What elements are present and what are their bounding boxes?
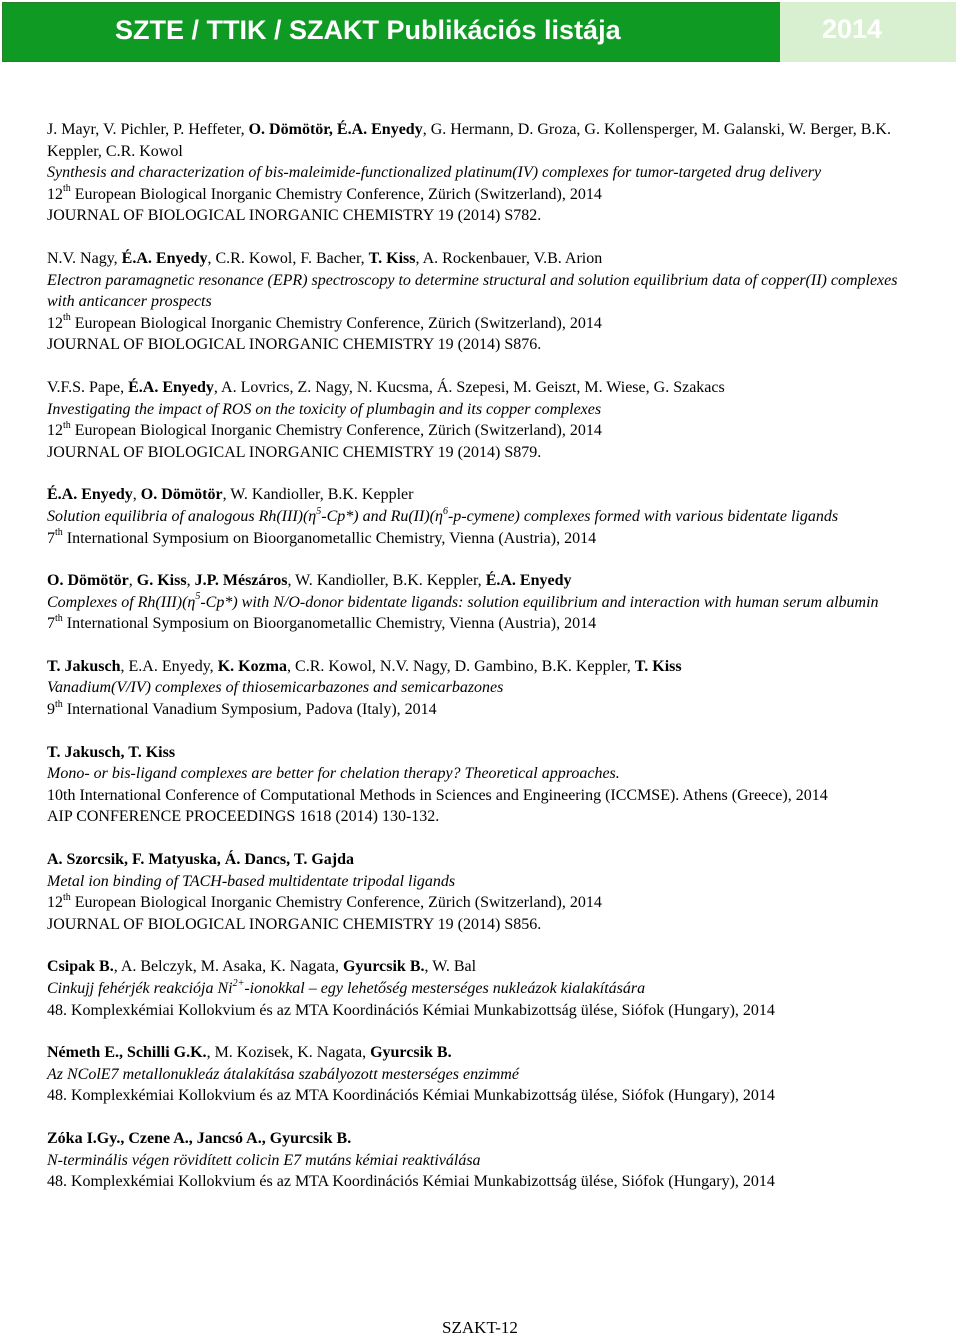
conference-ordinal: th	[63, 312, 71, 324]
author-text: N.V. Nagy,	[47, 249, 122, 267]
conference-number: 12	[47, 185, 63, 203]
conference-number: 7	[47, 529, 55, 547]
conference-number: 12	[47, 894, 63, 912]
conference-ordinal: th	[63, 419, 71, 431]
author-text: , C.R. Kowol, F. Bacher,	[207, 249, 369, 267]
publication-title: Investigating the impact of ROS on the toxicity of plumbagin and its copper complexes	[47, 400, 602, 418]
page-title: SZTE / TTIK / SZAKT Publikációs listája	[115, 15, 621, 45]
publication-journal: JOURNAL OF BIOLOGICAL INORGANIC CHEMISTRY 19 (2014) S876.	[47, 336, 542, 354]
conference-ordinal: th	[55, 612, 63, 624]
author-highlighted: É.A. Enyedy	[47, 486, 133, 504]
publication-conference	[47, 184, 917, 206]
title-superscript: 5	[316, 505, 322, 517]
publication-conference	[47, 699, 917, 721]
publication-entry	[47, 849, 917, 935]
publication-authors	[47, 570, 917, 592]
publication-entry	[47, 484, 917, 549]
title-superscript: 2+	[232, 977, 245, 989]
publication-authors	[47, 849, 917, 871]
conference-text: 48. Komplexkémiai Kollokvium és az MTA Koordinációs Kémiai Munkabizottság ülése, Siófok (Hungary), 2014	[47, 1087, 775, 1105]
conference-text: 48. Komplexkémiai Kollokvium és az MTA Koordinációs Kémiai Munkabizottság ülése, Siófok (Hungary), 2014	[47, 1173, 775, 1191]
publication-title: Synthesis and characterization of bis-maleimide-functionalized platinum(IV) complexes for tumor-targeted drug delivery	[47, 164, 822, 182]
author-text: , W. Kandioller, B.K. Keppler	[222, 486, 414, 504]
publication-authors	[47, 119, 917, 162]
publication-title	[47, 506, 917, 528]
author-highlighted: Németh E., Schilli G.K.	[47, 1044, 207, 1062]
author-text: , G. Hermann, D. Groza, G. Kollensperger, M. Galanski, W. Berger, B.K. Keppler, C.R. Kowol	[47, 121, 891, 160]
publication-authors	[47, 1042, 917, 1064]
publication-authors	[47, 742, 917, 764]
author-text: , M. Kozisek, K. Nagata,	[206, 1044, 371, 1062]
publication-authors	[47, 656, 917, 678]
conference-ordinal: th	[63, 891, 71, 903]
publication-entry	[47, 1042, 917, 1107]
publication-conference	[47, 420, 917, 442]
conference-text: International Vanadium Symposium, Padova (Italy), 2014	[62, 701, 437, 719]
author-text: ,	[186, 572, 195, 590]
title-text: -ionokkal – egy lehetőség mesterséges nukleázok kialakítására	[244, 980, 646, 997]
publication-title: Metal ion binding of TACH-based multidentate tripodal ligands	[47, 872, 456, 890]
author-text: , W. Kandioller, B.K. Keppler,	[287, 572, 486, 590]
title-text: -p-cymene) complexes formed with various bidentate ligands	[447, 507, 839, 525]
publication-journal: JOURNAL OF BIOLOGICAL INORGANIC CHEMISTRY 19 (2014) S856.	[47, 915, 542, 933]
title-text: Cinkujj fehérjék reakciója Ni	[47, 980, 233, 997]
conference-number: 12	[47, 314, 63, 332]
conference-text: European Biological Inorganic Chemistry Conference, Zürich (Switzerland), 2014	[70, 314, 602, 332]
publication-entry	[47, 742, 917, 828]
publication-entry	[47, 248, 917, 356]
author-highlighted: T. Jakusch, T. Kiss	[47, 743, 176, 761]
conference-text: International Symposium on Bioorganometallic Chemistry, Vienna (Austria), 2014	[62, 529, 597, 547]
publication-title: Mono- or bis-ligand complexes are better for chelation therapy? Theoretical approaches.	[47, 765, 620, 783]
publication-title: Electron paramagnetic resonance (EPR) spectroscopy to determine structural and solution equilibrium data of copper(II) complexes with anticancer prospects	[47, 271, 898, 311]
publication-conference	[47, 313, 917, 335]
page-footer: SZAKT-12	[442, 1318, 518, 1337]
author-highlighted: T. Kiss	[634, 657, 682, 675]
publication-conference	[47, 1000, 917, 1022]
conference-text: European Biological Inorganic Chemistry Conference, Zürich (Switzerland), 2014	[70, 185, 602, 203]
author-highlighted: O. Dömötör	[47, 572, 129, 590]
conference-number: 12	[47, 422, 63, 440]
author-highlighted: G. Kiss	[136, 572, 187, 590]
author-highlighted: Gyurcsik B.	[342, 958, 425, 976]
conference-text: European Biological Inorganic Chemistry Conference, Zürich (Switzerland), 2014	[70, 422, 602, 440]
author-text: , A. Rockenbauer, V.B. Arion	[415, 249, 603, 267]
publication-conference	[47, 892, 917, 914]
author-highlighted: É.A. Enyedy	[485, 572, 572, 590]
title-superscript: 6	[442, 505, 448, 517]
author-highlighted: Zóka I.Gy., Czene A., Jancsó A., Gyurcsik B.	[47, 1129, 352, 1147]
conference-ordinal: th	[55, 698, 63, 710]
publication-title: Vanadium(V/IV) complexes of thiosemicarbazones and semicarbazones	[47, 679, 504, 697]
publication-authors	[47, 484, 917, 506]
author-highlighted: K. Kozma	[217, 657, 288, 675]
header-year-box	[780, 2, 956, 62]
conference-text: European Biological Inorganic Chemistry Conference, Zürich (Switzerland), 2014	[70, 894, 602, 912]
author-highlighted: Gyurcsik B.	[370, 1044, 452, 1062]
conference-number: 7	[47, 615, 55, 633]
publication-title	[47, 978, 917, 1000]
publication-title: Az NColE7 metallonukleáz átalakítása szabályozott mesterséges enzimmé	[47, 1065, 519, 1083]
author-text: J. Mayr, V. Pichler, P. Heffeter,	[47, 121, 249, 138]
author-highlighted: T. Kiss	[368, 249, 416, 267]
title-text: Solution equilibria of analogous Rh(III)(η	[47, 507, 317, 525]
publication-authors	[47, 248, 917, 270]
publication-title	[47, 592, 917, 614]
author-text: ,	[128, 572, 137, 590]
author-highlighted: T. Jakusch	[47, 657, 121, 675]
author-text: , E.A. Enyedy,	[120, 657, 218, 675]
publication-entry	[47, 656, 917, 721]
publication-list	[47, 119, 917, 1214]
publication-title: N-terminális végen rövidített colicin E7 mutáns kémiai reaktiválása	[47, 1151, 481, 1169]
header-banner	[0, 0, 960, 66]
author-highlighted: A. Szorcsik, F. Matyuska, Á. Dancs, T. Gajda	[47, 851, 354, 869]
title-text: -Cp*) and Ru(II)(η	[321, 507, 443, 525]
title-text: Complexes of Rh(III)(η	[47, 593, 196, 611]
publication-authors	[47, 1128, 917, 1150]
author-highlighted: O. Dömötör	[140, 486, 223, 504]
publication-journal: JOURNAL OF BIOLOGICAL INORGANIC CHEMISTRY 19 (2014) S879.	[47, 443, 542, 461]
conference-text: 10th International Conference of Computational Methods in Sciences and Engineering (ICCMSE). Athens (Greece), 2014	[47, 786, 828, 804]
publication-journal: JOURNAL OF BIOLOGICAL INORGANIC CHEMISTRY 19 (2014) S782.	[47, 207, 542, 225]
publication-entry	[47, 570, 917, 635]
author-highlighted: É.A. Enyedy	[121, 249, 208, 267]
author-text: , C.R. Kowol, N.V. Nagy, D. Gambino, B.K. Keppler,	[287, 657, 635, 675]
publication-authors	[47, 956, 917, 978]
publication-conference	[47, 1171, 917, 1193]
author-highlighted: O. Dömötör, É.A. Enyedy	[248, 121, 423, 138]
publication-conference	[47, 528, 917, 550]
publication-conference	[47, 1085, 917, 1107]
author-text: ,	[132, 486, 141, 504]
conference-ordinal: th	[55, 527, 63, 539]
conference-ordinal: th	[63, 183, 71, 195]
title-superscript: 5	[195, 591, 201, 603]
author-text: , A. Lovrics, Z. Nagy, N. Kucsma, Á. Szepesi, M. Geiszt, M. Wiese, G. Szakacs	[213, 378, 725, 396]
publication-journal: AIP CONFERENCE PROCEEDINGS 1618 (2014) 130-132.	[47, 808, 440, 826]
author-highlighted: É.A. Enyedy	[128, 378, 214, 396]
title-text: -Cp*) with N/O-donor bidentate ligands: solution equilibrium and interaction with human serum albumin	[200, 593, 879, 611]
conference-text: International Symposium on Bioorganometallic Chemistry, Vienna (Austria), 2014	[62, 615, 597, 633]
publication-authors	[47, 377, 917, 399]
publication-entry	[47, 377, 917, 463]
author-text: V.F.S. Pape,	[47, 378, 129, 396]
publication-entry	[47, 956, 917, 1021]
conference-number: 9	[47, 701, 55, 719]
author-text: , A. Belczyk, M. Asaka, K. Nagata,	[113, 958, 343, 976]
publication-entry	[47, 1128, 917, 1193]
conference-text: 48. Komplexkémiai Kollokvium és az MTA Koordinációs Kémiai Munkabizottság ülése, Siófok (Hungary), 2014	[47, 1001, 775, 1019]
publication-conference	[47, 785, 917, 807]
publication-conference	[47, 613, 917, 635]
header-year: 2014	[822, 14, 883, 44]
author-highlighted: Csipak B.	[47, 958, 114, 976]
author-highlighted: J.P. Mészáros	[194, 572, 288, 590]
publication-entry	[47, 119, 917, 227]
author-text: , W. Bal	[424, 958, 477, 976]
